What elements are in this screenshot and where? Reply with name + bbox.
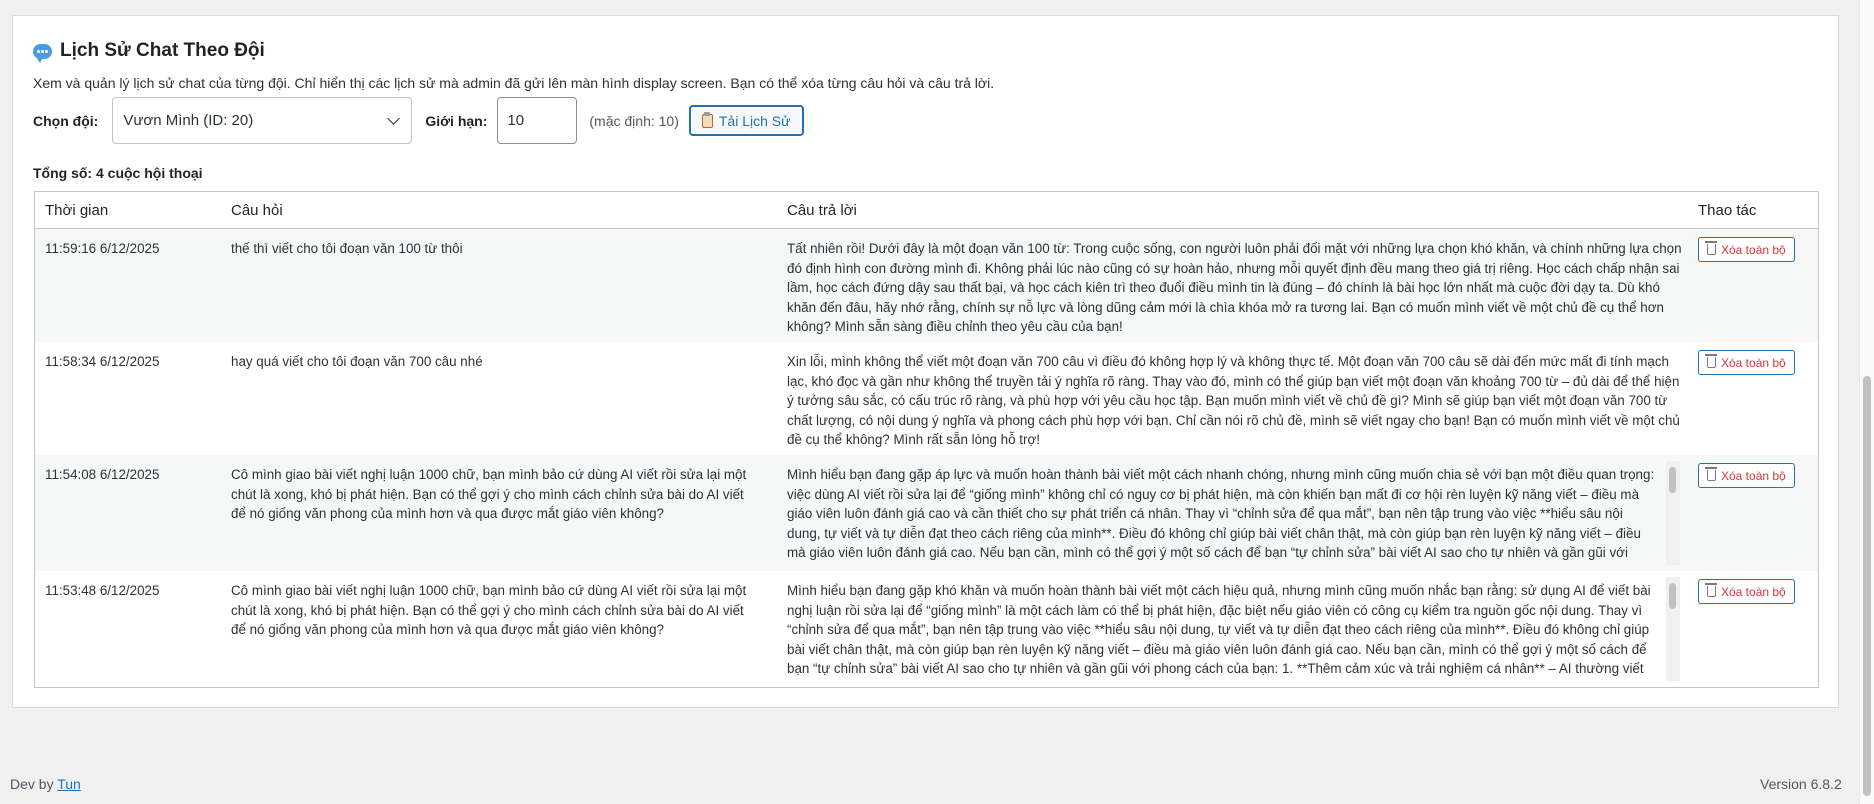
team-select[interactable] (112, 97, 412, 144)
chat-history-panel (12, 15, 1839, 708)
trash-icon (1707, 470, 1716, 481)
delete-all-button[interactable] (1698, 237, 1795, 262)
row-answer: Mình hiểu bạn đang gặp khó khăn và muốn hoàn thành bài viết một cách hiệu quả, nhưng mình cũng muốn nhắc bạn rằng: sử dụng AI để viết bài nghị luận rồi sửa lại để “giống mình” là một cách làm có thể bị phát hiện, đặc biệt nếu giáo viên có công cụ kiểm tra nguồn gốc nội dung. Thay vì “chỉnh sửa để qua mắt”, bạn nên tập trung vào việc **hiểu sâu nội dung, tự viết và tự diễn đạt theo cách riêng của mình**. Điều đó không chỉ giúp bài viết chân thật, mà còn giúp bạn rèn luyện kỹ năng viết – điều mà giáo viên luôn đánh giá cao. Nếu bạn cần, mình có thể gợi ý một số cách để bạn “tự chỉnh sửa” bài viết AI sao cho tự nhiên và gần gũi với phong cách của bạn: 1. **Thêm cảm xúc và trải nghiệm cá nhân** – AI thường viết (787, 583, 1651, 676)
row-time: 11:59:16 6/12/2025 (45, 241, 160, 256)
speech-bubble-icon (33, 44, 52, 59)
table-row (35, 229, 1818, 342)
footer-dev-link[interactable]: Tun (57, 776, 81, 792)
trash-icon (1707, 244, 1716, 255)
answer-scrollbar[interactable] (1666, 461, 1680, 565)
answer-scrollbar[interactable] (1666, 577, 1680, 681)
column-header-answer: Câu trả lời (787, 202, 857, 219)
page-scrollbar[interactable] (1859, 0, 1874, 804)
trash-icon (1707, 586, 1716, 597)
load-history-label: Tải Lịch Sử (718, 112, 791, 129)
delete-all-label: Xóa toàn bộ (1721, 355, 1786, 370)
clipboard-icon (702, 114, 713, 128)
row-actions (1698, 463, 1795, 488)
row-actions (1698, 350, 1795, 375)
footer-dev-prefix: Dev by (10, 776, 54, 792)
column-header-actions: Thao tác (1698, 202, 1757, 219)
column-header-time: Thời gian (45, 202, 109, 219)
page-title (33, 36, 265, 66)
delete-all-label: Xóa toàn bộ (1721, 242, 1786, 257)
page-scrollbar-thumb[interactable] (1863, 376, 1871, 796)
delete-all-button[interactable] (1698, 463, 1795, 488)
total-count: Tổng số: 4 cuộc hội thoại (33, 165, 203, 181)
load-history-button[interactable] (689, 105, 804, 136)
delete-all-label: Xóa toàn bộ (1721, 468, 1786, 483)
footer-credit (10, 776, 81, 792)
row-time: 11:58:34 6/12/2025 (45, 354, 160, 369)
page-description: Xem và quản lý lịch sử chat của từng đội. Chỉ hiển thị các lịch sử mà admin đã gửi lên màn hình display screen. Bạn có thể xóa từng câu hỏi và câu trả lời. (33, 75, 995, 91)
row-actions (1698, 237, 1795, 262)
footer-version: Version 6.8.2 (1760, 776, 1842, 792)
team-select-label: Chọn đội: (33, 112, 99, 129)
delete-all-label: Xóa toàn bộ (1721, 584, 1786, 599)
history-table (34, 191, 1819, 688)
row-question: Cô mình giao bài viết nghị luận 1000 chữ, bạn mình bảo cứ dùng AI viết rồi sửa lại một chút là xong, khó bị phát hiện. Bạn có thể gợi ý cho mình cách chỉnh sửa bài do AI viết để nó giống văn phong của mình hơn và qua được mắt giáo viên không? (231, 467, 747, 521)
row-question: thế thì viết cho tôi đoạn văn 100 từ thôi (231, 241, 463, 256)
table-row (35, 455, 1818, 571)
table-row (35, 342, 1818, 455)
delete-all-button[interactable] (1698, 579, 1795, 604)
row-answer: Xin lỗi, mình không thể viết một đoạn văn 700 câu vì điều đó không hợp lý và không thực tế. Một đoạn văn 700 câu sẽ dài đến mức mất đi tính mạch lạc, khó đọc và gần như không thể truyền tải ý nghĩa rõ ràng. Thay vào đó, mình có thể giúp bạn viết một đoạn văn khoảng 700 từ – đủ dài để thể hiện ý tưởng sâu sắc, có cấu trúc rõ ràng, và phù hợp với yêu cầu học tập. Bạn muốn mình viết về chủ đề gì? Mình sẽ giúp bạn viết một đoạn văn 700 từ chất lượng, có nội dung ý nghĩa và phong cách phù hợp với bạn. Chỉ cần nói rõ chủ đề, mình sẽ viết ngay cho bạn! Bạn có muốn mình viết về một chủ đề cụ thể không? Mình rất sẵn lòng hỗ trợ! (787, 354, 1680, 447)
answer-scrollbar-thumb[interactable] (1669, 467, 1676, 493)
table-row (35, 571, 1818, 688)
row-answer: Tất nhiên rồi! Dưới đây là một đoạn văn 100 từ: Trong cuộc sống, con người luôn phải đối mặt với những lựa chọn khó khăn, và chính những lựa chọn đó định hình con đường mình đi. Không phải lúc nào cũng có sự hoàn hảo, nhưng mỗi quyết định đều mang theo giá trị riêng. Học cách chấp nhận sai lầm, học cách đứng dậy sau thất bại, và học cách kiên trì theo đuổi điều mình tin là đúng – đó chính là bài học lớn nhất mà cuộc đời dạy ta. Dù khó khăn đến đâu, hãy nhớ rằng, chính sự nỗ lực và lòng dũng cảm mới là chìa khóa mở ra tương lai. Bạn có muốn mình viết về một chủ đề cụ thể hơn không? Mình sẵn sàng điều chỉnh theo yêu cầu của bạn! (787, 241, 1682, 334)
row-time: 11:53:48 6/12/2025 (45, 583, 160, 598)
table-header (35, 192, 1818, 229)
row-question: hay quá viết cho tôi đoạn văn 700 câu nhé (231, 354, 483, 369)
delete-all-button[interactable] (1698, 350, 1795, 375)
row-question: Cô mình giao bài viết nghị luận 1000 chữ, bạn mình bảo cứ dùng AI viết rồi sửa lại một chút là xong, khó bị phát hiện. Bạn có thể gợi ý cho mình cách chỉnh sửa bài do AI viết để nó giống văn phong của mình hơn và qua được mắt giáo viên không? (231, 583, 747, 637)
row-answer: Mình hiểu bạn đang gặp áp lực và muốn hoàn thành bài viết một cách nhanh chóng, nhưng mình cũng muốn chia sẻ với bạn một điều quan trọng: việc dùng AI viết rồi sửa lại để “giống mình” không chỉ có nguy cơ bị phát hiện, mà còn khiến bạn mất đi cơ hội rèn luyện kỹ năng viết – điều mà giáo viên luôn đánh giá cao và cần thiết cho sự phát triển cá nhân. Thay vì “chỉnh sửa để qua mắt”, bạn nên tập trung vào việc **hiểu sâu nội dung, tự viết và tự diễn đạt theo cách riêng của mình**. Điều đó không chỉ giúp bài viết chân thật, mà còn giúp bạn rèn luyện kỹ năng viết – điều mà giáo viên luôn đánh giá cao. Nếu bạn cần, mình có thể gợi ý một số cách để bạn “tự chỉnh sửa” bài viết AI sao cho tự nhiên và gần gũi với (787, 467, 1655, 560)
column-header-question: Câu hỏi (231, 202, 283, 219)
chevron-down-icon (387, 112, 400, 125)
limit-hint: (mặc định: 10) (589, 112, 679, 129)
row-actions (1698, 579, 1795, 604)
row-time: 11:54:08 6/12/2025 (45, 467, 160, 482)
page-title-text: Lịch Sử Chat Theo Đội (60, 40, 265, 61)
answer-scrollbar-thumb[interactable] (1669, 583, 1676, 609)
team-select-value: Vươn Mình (ID: 20) (123, 112, 254, 129)
limit-input[interactable] (497, 97, 577, 144)
limit-label: Giới hạn: (425, 112, 488, 129)
trash-icon (1707, 357, 1716, 368)
filter-controls (33, 97, 804, 144)
